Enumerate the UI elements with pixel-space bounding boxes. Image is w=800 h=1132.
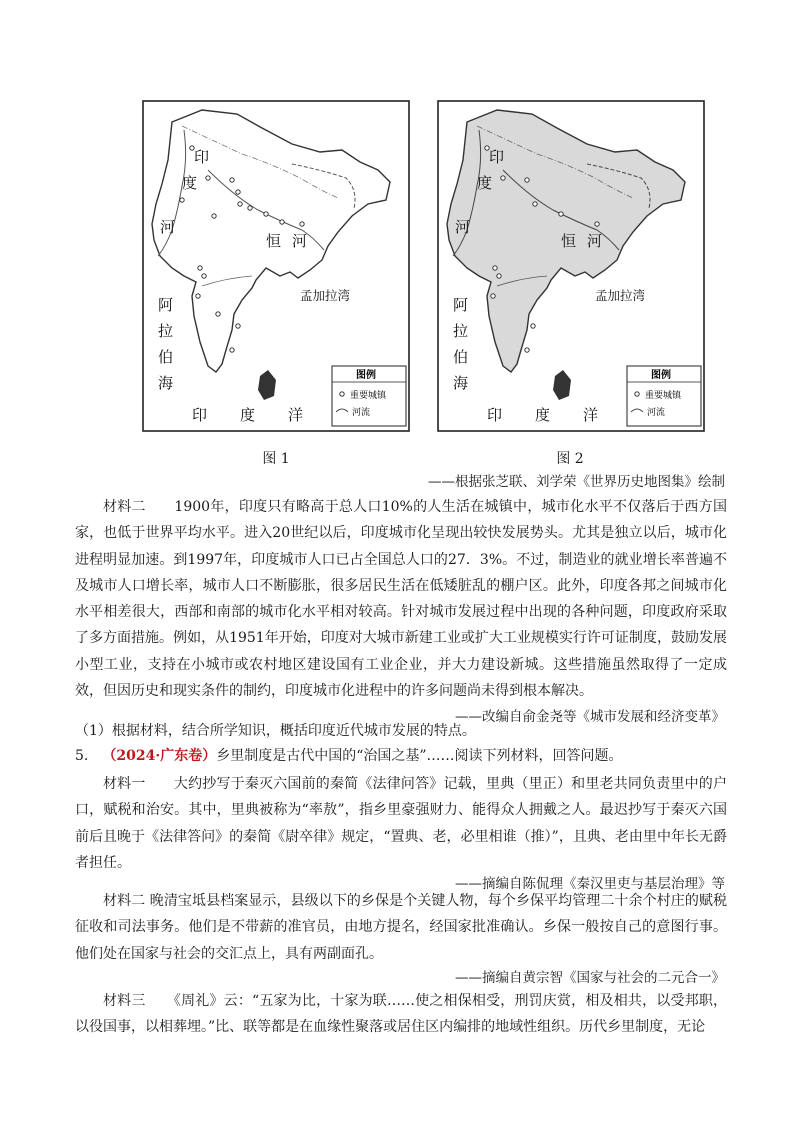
label-ganges-1: 恒 <box>561 232 577 250</box>
legend-river-label: 河流 <box>352 408 371 418</box>
source-citation-material-2: ——改编自俞金尧等《城市发展和经济变革》 <box>455 709 725 725</box>
material-2-india-urbanization: 材料二 1900年，印度只有略高于总人口10%的人生活在城镇中，城市化水平不仅落后于西方国家，也低于世界平均水平。进入20世纪以后，印度城市化呈现出较快发展势头。尤其是独立以后，城市化进程明显加速。到1997年，印度城市人口已占全国总人口的27．3%。不过，制造业的就业增长率普遍不及城市人口增长率，城市人口不断膨胀，很多居民生活在低矮脏乱的棚户区。此外，印度各邦之间城市化水平相差很大，西部和南部的城市化水平相对较高。针对城市发展过程中出现的各种问题，印度政府采取了多方面措施。例如，从1951年开始，印度对大城市新建工业或扩大工业规模实行许可证制度，鼓励发展小型工业，支持在小城市或农村地区建设国有工业企业，并大力建设新城。这些措施虽然取得了一定成效，但因历史和现实条件的制约，印度城市化进程中的许多问题尚未得到根本解决。 <box>75 499 727 700</box>
question-1: （1）根据材料，结合所学知识，概括印度近代城市发展的特点。 <box>75 723 476 739</box>
exam-source-tag: （2024·广东卷） <box>102 748 217 764</box>
label-ocean-1: 印 <box>487 406 503 424</box>
figure-caption-1: 图 1 <box>262 451 290 467</box>
q5-material-1: 材料一 大约抄写于秦灭六国前的秦简《法律问答》记载，里典（里正）和里老共同负责里中的户口，赋税和治安。其中，里典被称为“率敖”，指乡里豪强财力、能得众人拥戴之人。最迟抄写于秦灭六国前后且晚于《法律答问》的秦简《尉卒律》规定，“置典、老，必里相谁（推）”，且典、老由里中年长无爵者担任。 <box>75 776 727 871</box>
label-indus-3: 河 <box>160 218 176 236</box>
map-legend <box>627 366 701 426</box>
legend-city-label: 重要城镇 <box>645 391 682 401</box>
label-ocean-1: 印 <box>192 406 208 424</box>
label-arabian-1: 阿 <box>158 296 174 314</box>
label-indus-2: 度 <box>477 174 493 192</box>
question-5-prompt: 乡里制度是古代中国的“治国之基”……阅读下列材料，回答问题。 <box>216 748 623 764</box>
q5-material-2: 材料二 晚清宝坻县档案显示，县级以下的乡保是个关键人物，每个乡保平均管理二十余个村庄的赋税征收和司法事务。他们是不带薪的准官员，由地方提名，经国家批准确认。乡保一般按自己的意图行事。他们处在国家与社会的交汇点上，具有两副面孔。 <box>75 893 727 962</box>
label-ocean-3: 洋 <box>583 406 599 424</box>
source-citation-q5-material-1: ——摘编自陈侃理《秦汉里吏与基层治理》等 <box>455 876 725 892</box>
label-indus-1: 印 <box>194 148 210 166</box>
legend-city-label: 重要城镇 <box>350 391 387 401</box>
label-ocean-3: 洋 <box>288 406 304 424</box>
label-bay-of-bengal: 孟加拉湾 <box>595 288 646 303</box>
label-arabian-4: 海 <box>158 374 174 392</box>
india-map-2 <box>437 100 705 432</box>
label-arabian-1: 阿 <box>453 296 469 314</box>
label-ganges-1: 恒 <box>266 232 282 250</box>
label-indus-2: 度 <box>182 174 198 192</box>
label-indus-3: 河 <box>455 218 471 236</box>
label-ocean-2: 度 <box>535 406 551 424</box>
label-arabian-2: 拉 <box>158 322 174 340</box>
label-ganges-2: 河 <box>587 232 603 250</box>
label-arabian-4: 海 <box>453 374 469 392</box>
label-arabian-2: 拉 <box>453 322 469 340</box>
legend-city-symbol <box>635 392 639 396</box>
source-citation-maps: ——根据张芝联、刘学荣《世界历史地图集》绘制 <box>428 474 725 490</box>
legend-title: 图例 <box>356 370 376 381</box>
question-number: 5. <box>75 748 89 764</box>
question-5-header <box>75 743 727 769</box>
label-arabian-3: 伯 <box>158 348 174 366</box>
label-ocean-2: 度 <box>240 406 256 424</box>
label-arabian-3: 伯 <box>453 348 469 366</box>
india-map-1 <box>142 100 410 432</box>
figure-caption-2: 图 2 <box>556 451 584 467</box>
label-bay-of-bengal: 孟加拉湾 <box>300 288 351 303</box>
label-ganges-2: 河 <box>292 232 308 250</box>
legend-river-label: 河流 <box>647 408 666 418</box>
source-citation-q5-material-2: ——摘编自黄宗智《国家与社会的二元合一》 <box>455 970 725 986</box>
q5-material-3: 材料三 《周礼》云：“五家为比，十家为联……使之相保相受，刑罚庆赏，相及相共，以受邦职，以役国事，以相葬埋。”比、联等都是在血缘性聚落或居住区内编排的地域性组织。历代乡里制度，无论 <box>75 993 727 1036</box>
map-figure-2 <box>437 100 705 432</box>
map-legend <box>332 366 406 426</box>
legend-city-symbol <box>340 392 344 396</box>
legend-title: 图例 <box>651 370 671 381</box>
label-indus-1: 印 <box>489 148 505 166</box>
map-figure-1 <box>142 100 410 432</box>
